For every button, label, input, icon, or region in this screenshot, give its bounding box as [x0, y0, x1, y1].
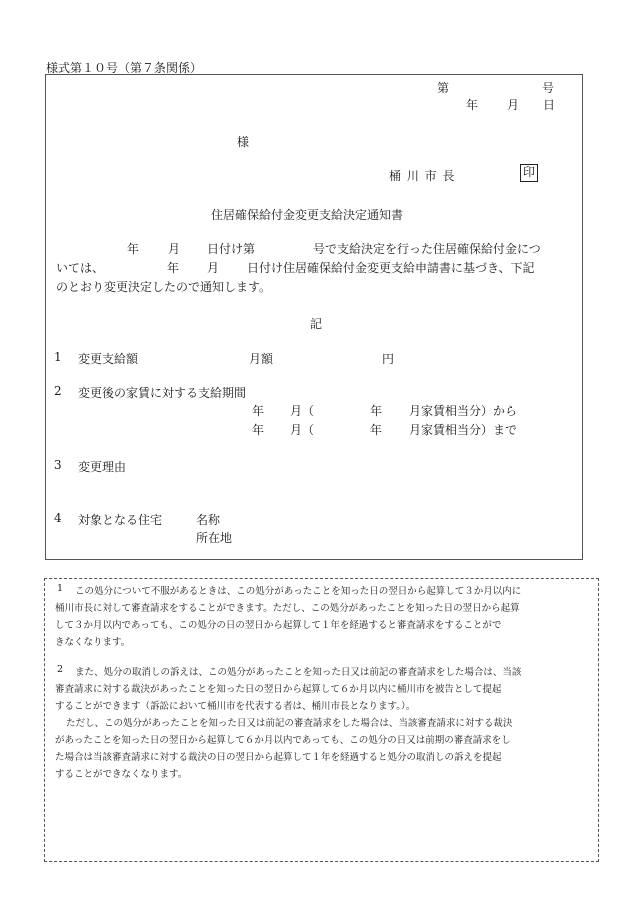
item4-number: 4: [54, 511, 62, 525]
date-month: 月: [507, 98, 520, 112]
item4-label: 対象となる住宅: [78, 513, 163, 527]
notice-p2-line: することができなくなります。: [55, 769, 188, 780]
body-line1-text: 号で支給決定を行った住居確保給付金につ: [313, 242, 541, 256]
item2-to-rent-text: 月家賃相当分）まで: [409, 423, 518, 437]
body-line3: のとおり変更決定したので通知します。: [56, 280, 272, 294]
item1-monthly: 月額: [249, 352, 274, 366]
ki-heading: 記: [310, 317, 323, 331]
notice-p1-line: きなくなります。: [55, 637, 131, 648]
notice-p1-line: して３か月以内であっても、この処分の日の翌日から起算して１年を経過すると審査請求をすることがで: [55, 620, 502, 631]
notice-p1-line: この処分について不服があるときは、この処分があったことを知った日の翌日から起算して３か月以内に: [75, 586, 522, 597]
official-seal-mark: 印: [520, 164, 538, 182]
date-year: 年: [466, 98, 479, 112]
notice-p2-line: また、処分の取消しの訴えは、この処分があったことを知った日又は前記の審査請求をした場合は、当該: [75, 667, 522, 678]
item2-number: 2: [54, 384, 62, 398]
notice-p2-line: することができます（訴訟において桶川市を代表する者は、桶川市長となります。）。: [55, 701, 416, 712]
notice-p1-line: 桶川市長に対して審査請求をすることができます。ただし、この処分があったことを知った日の翌日から起算: [55, 603, 520, 614]
form-label: 様式第１０号（第７条関係）: [46, 61, 203, 75]
addressee-honorific: 様: [237, 135, 250, 149]
doc-number-suffix: 号: [542, 81, 555, 95]
item2-to-year: 年: [252, 423, 265, 437]
item3-label: 変更理由: [78, 460, 127, 474]
item2-from-rent-text: 月家賃相当分）から: [409, 404, 518, 418]
body-line2-text: 日付け住居確保給付金変更支給申請書に基づき、下記: [247, 261, 535, 275]
item2-to-rent-year: 年: [370, 423, 383, 437]
item2-from-rent-year: 年: [370, 404, 383, 418]
date-day: 日: [543, 98, 556, 112]
item2-to-month: 月（: [290, 423, 315, 437]
body-line2-lead: いては、: [56, 261, 105, 275]
notice-p2-line: ただし、この処分があったことを知った日又は前記の審査請求をした場合は、当該審査請求に対する裁決: [66, 718, 513, 729]
item1-label: 変更支給額: [78, 352, 139, 366]
issuer-name: 桶 川 市 長: [389, 169, 456, 183]
body-line1-year: 年: [127, 242, 140, 256]
notice-p2-number: 2: [57, 664, 64, 675]
item4-location-label: 所在地: [196, 531, 233, 545]
body-line2-month: 月: [207, 261, 220, 275]
body-line1-month: 月: [168, 242, 181, 256]
item2-from-year: 年: [252, 404, 265, 418]
item4-name-label: 名称: [196, 513, 221, 527]
doc-number-prefix: 第: [437, 81, 450, 95]
item2-label: 変更後の家賃に対する支給期間: [78, 386, 247, 400]
notice-p2-line: た場合は当該審査請求に対する裁決の日の翌日から起算して１年を経過すると処分の取消しの訴えを提起: [55, 752, 502, 763]
item3-number: 3: [54, 458, 62, 472]
body-line1-date-no: 日付け第: [207, 242, 256, 256]
item1-number: 1: [54, 350, 62, 364]
notice-p2-line: があったことを知った日の翌日から起算して６か月以内であっても、この処分の日又は前期の審査請求をし: [55, 735, 511, 746]
notice-p2-line: 審査請求に対する裁決があったことを知った日の翌日から起算して６か月以内に桶川市を被告として提起: [55, 684, 502, 695]
body-line2-year: 年: [167, 261, 180, 275]
item2-from-month: 月（: [290, 404, 315, 418]
document-title: 住居確保給付金変更支給決定通知書: [211, 208, 404, 222]
notice-p1-number: 1: [57, 583, 64, 594]
item1-yen: 円: [382, 352, 395, 366]
